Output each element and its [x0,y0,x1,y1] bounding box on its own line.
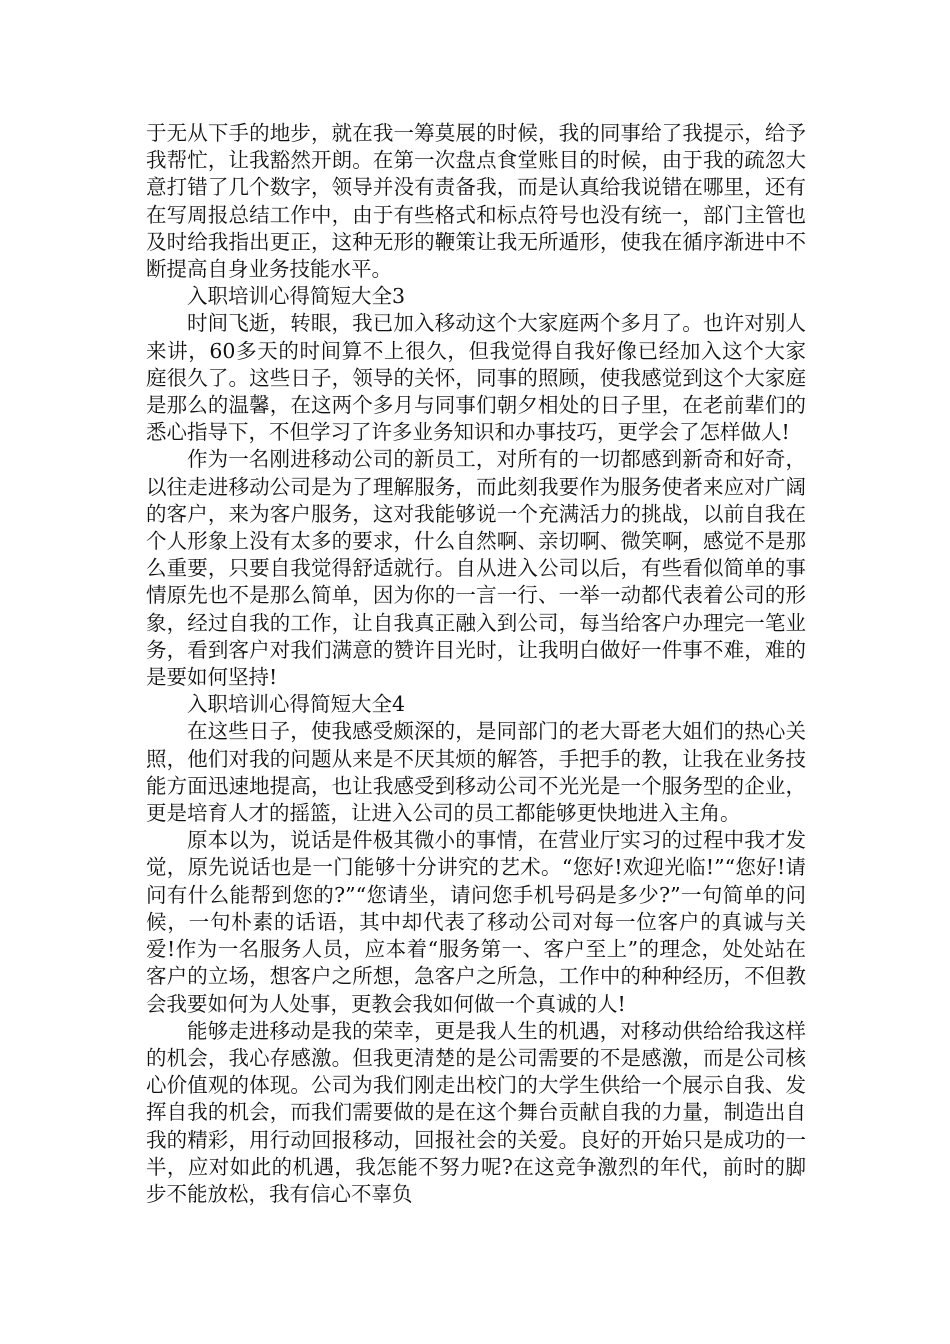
section3-paragraph-1: 时间飞逝，转眼，我已加入移动这个大家庭两个多月了。也许对别人来讲，60多天的时间算不上很久，但我觉得自我好像已经加入这个大家庭很久了。这些日子，领导的关怀，同事的照顾，使我感觉到这个大家庭是那么的温馨，在这两个多月与同事们朝夕相处的日子里，在老前辈们的悉心指导下，不但学习了许多业务知识和办事技巧，更学会了怎样做人! [146,311,806,445]
section4-paragraph-3: 能够走进移动是我的荣幸，更是我人生的机遇，对移动供给给我这样的机会，我心存感激。但我更清楚的是公司需要的不是感激，而是公司核心价值观的体现。公司为我们刚走出校门的大学生供给一个展示自我、发挥自我的机会，而我们需要做的是在这个舞台贡献自我的力量，制造出自我的精彩，用行动回报移动，回报社会的关爱。良好的开始只是成功的一半，应对如此的机遇，我怎能不努力呢?在这竞争激烈的年代，前时的脚步不能放松，我有信心不辜负 [146,1018,806,1206]
section4-paragraph-2: 原本以为，说话是件极其微小的事情，在营业厅实习的过程中我才发觉，原先说话也是一门能够十分讲究的艺术。“您好!欢迎光临!”“您好!请问有什么能帮到您的?”“您请坐，请问您手机号码是多少?”一句简单的问候，一句朴素的话语，其中却代表了移动公司对每一位客户的真诚与关爱!作为一名服务人员，应本着“服务第一、客户至上”的理念，处处站在客户的立场，想客户之所想，急客户之所急，工作中的种种经历，不但教会我要如何为人处事，更教会我如何做一个真诚的人! [146,828,806,1016]
section4-paragraph-1: 在这些日子，使我感受颇深的，是同部门的老大哥老大姐们的热心关照，他们对我的问题从来是不厌其烦的解答，手把手的教，让我在业务技能方面迅速地提高，也让我感受到移动公司不光光是一个服务型的企业，更是培育人才的摇篮，让进入公司的员工都能够更快地进入主角。 [146,719,806,826]
section3-paragraph-2: 作为一名刚进移动公司的新员工，对所有的一切都感到新奇和好奇，以往走进移动公司是为了理解服务，而此刻我要作为服务使者来应对广阔的客户，来为客户服务，这对我能够说一个充满活力的挑战，以前自我在个人形象上没有太多的要求，什么自然啊、亲切啊、微笑啊，感觉不是那么重要，只要自我觉得舒适就行。自从进入公司以后，有些看似简单的事情原先也不是那么简单，因为你的一言一行、一举一动都代表着公司的形象，经过自我的工作，让自我真正融入到公司，每当给客户办理完一笔业务，看到客户对我们满意的赞许目光时，让我明白做好一件事不难，难的是要如何坚持! [146,447,806,690]
document-page [146,120,806,1208]
section-heading-3: 入职培训心得简短大全3 [187,284,406,309]
section-heading-4: 入职培训心得简短大全4 [187,692,406,717]
continuation-paragraph: 于无从下手的地步，就在我一筹莫展的时候，我的同事给了我提示，给予我帮忙，让我豁然开朗。在第一次盘点食堂账目的时候，由于我的疏忽大意打错了几个数字，领导并没有责备我，而是认真给我说错在哪里，还有在写周报总结工作中，由于有些格式和标点符号也没有统一，部门主管也及时给我指出更正，这种无形的鞭策让我无所遁形，使我在循序渐进中不断提高自身业务技能水平。 [146,121,806,282]
